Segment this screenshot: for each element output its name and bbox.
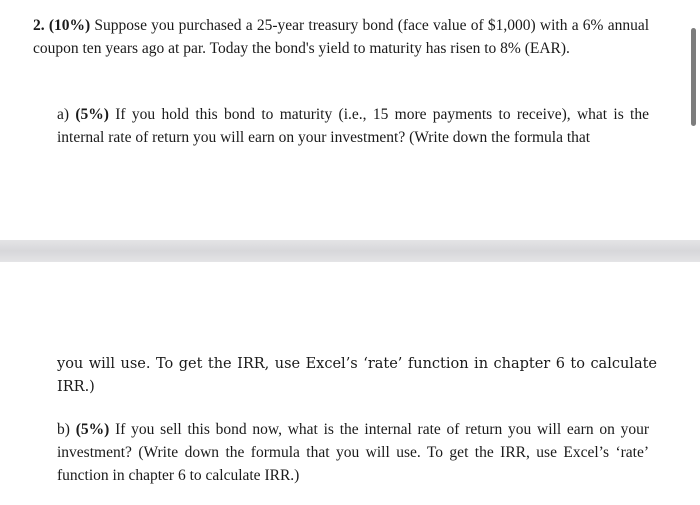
part-a-weight: (5%) (75, 106, 109, 123)
part-b-paragraph (57, 418, 649, 487)
part-a-paragraph (57, 103, 649, 149)
vertical-scrollbar[interactable] (691, 28, 696, 126)
part-a-continuation: you will use. To get the IRR, use Excel’s ‘rate’ function in chapter 6 to calculate IRR.) (57, 356, 657, 395)
question-number: 2. (33, 17, 45, 34)
question-weight: (10%) (48, 17, 91, 34)
part-b-text: If you sell this bond now, what is the internal rate of return you will earn on your investment? (Write down the formula that you will use. To get the IRR, use Excel’s ‘rate’ function in chapter 6 to calculate IRR.) (57, 421, 650, 484)
document-page-top (0, 0, 688, 240)
question-text: Suppose you purchased a 25-year treasury bond (face value of $1,000) with a 6% annual coupon ten years ago at par. Today the bond's yield to maturity has risen to 8% (EAR). (33, 17, 650, 57)
part-a-label: a) (57, 106, 70, 123)
question-2-paragraph (33, 14, 649, 60)
part-b-weight: (5%) (75, 421, 110, 438)
part-a-text: If you hold this bond to maturity (i.e., 15 more payments to receive), what is the internal rate of return you will earn on your investment? (Write down the formula that (57, 106, 649, 146)
page-break-divider (0, 240, 700, 262)
part-b-label: b) (57, 421, 70, 438)
